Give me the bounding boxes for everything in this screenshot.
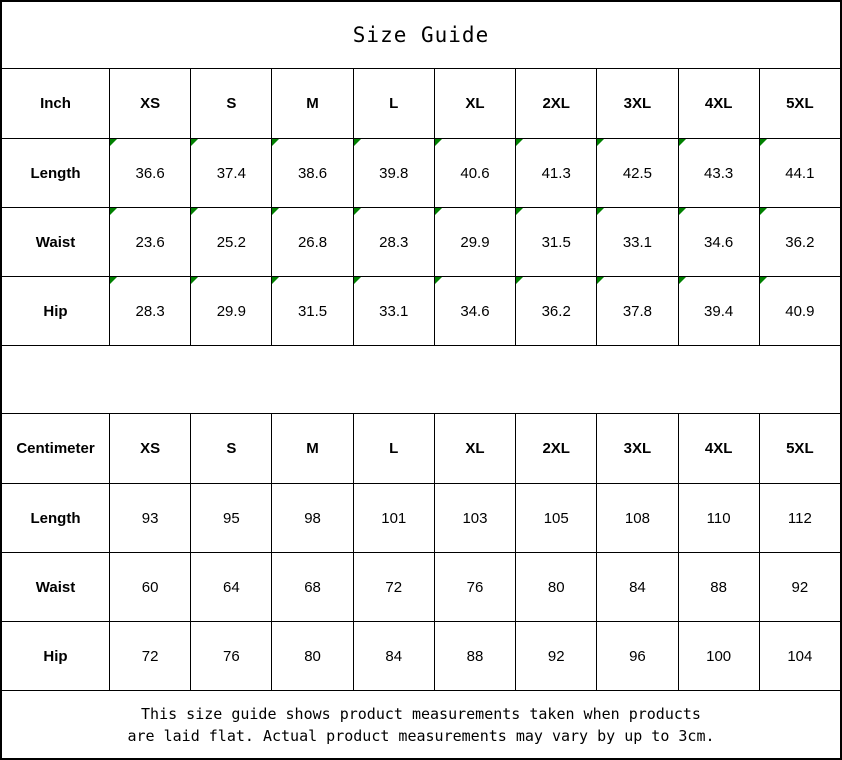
size-header-3xl: 3XL <box>597 69 678 138</box>
error-indicator-icon <box>516 277 523 284</box>
cell-value: 31.5 <box>297 302 328 320</box>
inch-unit-header: Inch <box>2 69 110 138</box>
error-indicator-icon <box>597 208 604 215</box>
row-label-length: Length <box>2 484 110 552</box>
value-cell: 72 <box>110 622 191 690</box>
row-label-length: Length <box>2 139 110 207</box>
value-cell: 88 <box>435 622 516 690</box>
value-cell <box>760 208 840 276</box>
cell-value: 25.2 <box>216 233 246 251</box>
size-header-5xl: 5XL <box>786 440 814 457</box>
value-cell <box>435 208 516 276</box>
value-cell: 88 <box>679 553 760 621</box>
cell-value: 26.8 <box>297 233 328 251</box>
cell-value: 28.3 <box>379 233 409 251</box>
size-header-s: S <box>191 69 272 138</box>
error-indicator-icon <box>516 208 523 215</box>
cm-length-row <box>2 484 840 553</box>
value-cell: 92 <box>791 578 809 596</box>
cell-value: 34.6 <box>704 233 734 251</box>
value-cell <box>191 208 272 276</box>
value-cell <box>597 139 678 207</box>
spacer-row <box>2 346 840 414</box>
error-indicator-icon <box>597 139 604 146</box>
value-cell: 108 <box>597 484 678 552</box>
value-cell: 68 <box>272 553 353 621</box>
error-indicator-icon <box>354 139 361 146</box>
error-indicator-icon <box>435 277 442 284</box>
value-cell: 80 <box>516 553 597 621</box>
value-cell: 84 <box>354 622 435 690</box>
value-cell: 104 <box>787 647 813 665</box>
error-indicator-icon <box>272 208 279 215</box>
inch-waist-row <box>2 208 840 277</box>
value-cell: 80 <box>272 622 353 690</box>
cell-value: 43.3 <box>704 164 734 182</box>
value-cell: 76 <box>435 553 516 621</box>
cm-waist-row <box>2 553 840 622</box>
cell-value: 31.5 <box>541 233 571 251</box>
error-indicator-icon <box>760 139 767 146</box>
value-cell: 93 <box>110 484 191 552</box>
row-label-hip: Hip <box>2 277 110 345</box>
value-cell: 60 <box>110 553 191 621</box>
error-indicator-icon <box>191 208 198 215</box>
value-cell <box>191 277 272 345</box>
value-cell: 112 <box>787 509 812 527</box>
value-cell <box>679 208 760 276</box>
cell-value: 28.3 <box>135 302 165 320</box>
cell-value: 42.5 <box>622 164 653 182</box>
cell-value: 23.6 <box>135 233 165 251</box>
cm-hip-row <box>2 622 840 691</box>
cell-value: 29.9 <box>216 302 246 320</box>
value-cell: 64 <box>191 553 272 621</box>
error-indicator-icon <box>110 139 117 146</box>
error-indicator-icon <box>760 208 767 215</box>
page-title: Size Guide <box>352 23 490 47</box>
cell-value: 36.2 <box>785 233 815 251</box>
row-label-hip: Hip <box>2 622 110 690</box>
value-cell: 72 <box>354 553 435 621</box>
title-row <box>2 2 840 69</box>
value-cell: 95 <box>191 484 272 552</box>
value-cell <box>272 208 353 276</box>
error-indicator-icon <box>679 208 686 215</box>
cell-value: 33.1 <box>622 233 653 251</box>
footer-note-line1: This size guide shows product measurements taken when products <box>141 704 701 723</box>
size-header-l: L <box>354 69 435 138</box>
value-cell <box>354 139 435 207</box>
error-indicator-icon <box>110 277 117 284</box>
size-header-xl: XL <box>435 69 516 138</box>
value-cell: 101 <box>354 484 435 552</box>
value-cell: 105 <box>516 484 597 552</box>
size-header-4xl: 4XL <box>679 69 760 138</box>
value-cell <box>597 277 678 345</box>
cell-value: 29.9 <box>460 233 490 251</box>
error-indicator-icon <box>354 208 361 215</box>
value-cell <box>272 139 353 207</box>
cm-header-row <box>2 414 840 484</box>
row-label-waist: Waist <box>2 208 110 276</box>
cell-value: 39.8 <box>379 164 409 182</box>
value-cell <box>110 139 191 207</box>
value-cell <box>679 139 760 207</box>
error-indicator-icon <box>516 139 523 146</box>
footer-note-line2: are laid flat. Actual product measurements may vary by up to 3cm. <box>127 726 715 745</box>
size-header-xs: XS <box>110 69 191 138</box>
cell-value: 36.6 <box>135 164 165 182</box>
size-header-m: M <box>272 414 353 483</box>
inch-length-row <box>2 139 840 208</box>
size-header-xs: XS <box>110 414 191 483</box>
size-header-m: M <box>272 69 353 138</box>
value-cell <box>679 277 760 345</box>
value-cell <box>516 139 597 207</box>
value-cell <box>760 139 840 207</box>
value-cell: 76 <box>191 622 272 690</box>
error-indicator-icon <box>191 277 198 284</box>
error-indicator-icon <box>272 277 279 284</box>
inch-header-row <box>2 69 840 139</box>
value-cell <box>597 208 678 276</box>
error-indicator-icon <box>110 208 117 215</box>
size-header-4xl: 4XL <box>679 414 760 483</box>
value-cell <box>110 277 191 345</box>
value-cell: 100 <box>679 622 760 690</box>
error-indicator-icon <box>679 139 686 146</box>
cell-value: 37.4 <box>216 164 246 182</box>
row-label-waist: Waist <box>2 553 110 621</box>
cell-value: 39.4 <box>704 302 734 320</box>
footer-note <box>2 691 840 758</box>
error-indicator-icon <box>435 139 442 146</box>
value-cell <box>435 277 516 345</box>
error-indicator-icon <box>354 277 361 284</box>
error-indicator-icon <box>760 277 767 284</box>
cell-value: 40.6 <box>460 164 490 182</box>
error-indicator-icon <box>597 277 604 284</box>
value-cell <box>272 277 353 345</box>
value-cell <box>760 277 840 345</box>
value-cell <box>516 277 597 345</box>
size-header-xl: XL <box>435 414 516 483</box>
error-indicator-icon <box>191 139 198 146</box>
value-cell <box>110 208 191 276</box>
value-cell <box>354 277 435 345</box>
error-indicator-icon <box>679 277 686 284</box>
value-cell: 92 <box>516 622 597 690</box>
footer-row <box>2 691 840 758</box>
cm-unit-header: Centimeter <box>2 414 110 483</box>
value-cell: 110 <box>679 484 760 552</box>
cell-value: 40.9 <box>785 302 815 320</box>
value-cell <box>354 208 435 276</box>
size-header-2xl: 2XL <box>516 414 597 483</box>
error-indicator-icon <box>435 208 442 215</box>
value-cell: 98 <box>272 484 353 552</box>
value-cell: 84 <box>597 553 678 621</box>
cell-value: 44.1 <box>785 164 815 182</box>
size-header-2xl: 2XL <box>516 69 597 138</box>
cell-value: 41.3 <box>541 164 571 182</box>
cell-value: 38.6 <box>297 164 328 182</box>
cell-value: 33.1 <box>379 302 409 320</box>
size-header-5xl: 5XL <box>786 95 814 112</box>
size-header-l: L <box>354 414 435 483</box>
cell-value: 34.6 <box>460 302 490 320</box>
size-header-s: S <box>191 414 272 483</box>
value-cell <box>435 139 516 207</box>
value-cell: 96 <box>597 622 678 690</box>
value-cell: 103 <box>435 484 516 552</box>
cell-value: 37.8 <box>622 302 653 320</box>
inch-hip-row <box>2 277 840 346</box>
error-indicator-icon <box>272 139 279 146</box>
size-header-3xl: 3XL <box>597 414 678 483</box>
value-cell <box>516 208 597 276</box>
cell-value: 36.2 <box>541 302 571 320</box>
value-cell <box>191 139 272 207</box>
